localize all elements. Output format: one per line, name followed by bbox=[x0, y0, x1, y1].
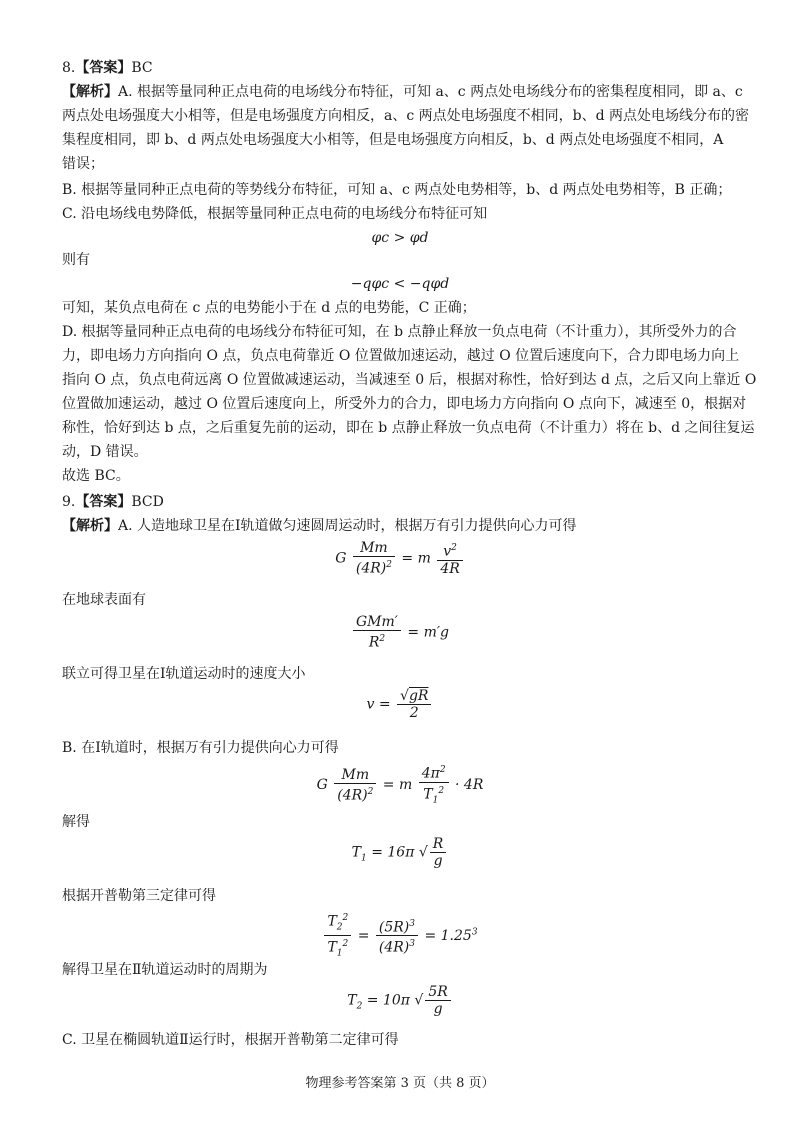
q8-analysis-line4: 错误； bbox=[62, 156, 104, 172]
q8-answer-label: 【答案】 bbox=[75, 60, 132, 76]
q8-option-d-line6: 动，D 错误。 bbox=[62, 444, 148, 460]
q8-analysis-line3: 集程度相同，即 b、d 两点处电场强度大小相等，但是电场强度方向相反，b、d 两点处电场强度不相同，A bbox=[62, 132, 724, 148]
q9-period2: 解得卫星在Ⅱ轨道运动时的周期为 bbox=[62, 962, 268, 978]
q9-surface: 在地球表面有 bbox=[62, 592, 146, 608]
q9-option-c: C. 卫星在椭圆轨道Ⅱ运行时，根据开普勒第二定律可得 bbox=[62, 1032, 399, 1048]
q9-kepler3: 根据开普勒第三定律可得 bbox=[62, 888, 216, 904]
q9-eq-speed: v = $\frac{√gR}{2}$ bbox=[0, 688, 800, 721]
q8-number: 8. bbox=[62, 60, 76, 76]
q8-option-d-line4: 位置做加速运动，越过 O 位置后速度向上，所受外力的合力，即电场力方向指向 O 点向下，减速至 0，根据对 bbox=[62, 396, 747, 412]
q8-answer: BC bbox=[131, 60, 153, 76]
q9-joint-a: 联立可得卫星在Ⅰ轨道运动时的速度大小 bbox=[62, 666, 306, 682]
q8-option-d-line5: 称性，恰好到达 b 点，之后重复先前的运动，即在 b 点静止释放一负点电荷（不计重力）将在 b、d 之间往复运 bbox=[62, 420, 755, 436]
q9-analysis-label: 【解析】 bbox=[62, 518, 118, 534]
q9-eq-gravity-period: G $\frac{Mm}{(4R)^2}$ = m $\frac{4\pi^2}{T_1^2}$ · 4R bbox=[0, 762, 800, 808]
q8-option-b: B. 根据等量同种正点电荷的等势线分布特征，可知 a、c 两点处电势相等，b、d 两点处电势相等，B 正确； bbox=[62, 182, 732, 198]
q8-option-d-line3: 指向 O 点，负点电荷远离 O 位置做减速运动，当减速至 0 后，根据对称性，恰好到达 d 点，之后又向上靠近 O bbox=[62, 372, 757, 388]
q9-answer-line bbox=[62, 492, 738, 512]
q8-option-d-line1: D. 根据等量同种正点电荷的电场线分布特征可知，在 b 点静止释放一负点电荷（不计重力），其所受外力的合 bbox=[62, 324, 737, 340]
q9-number: 9. bbox=[62, 494, 76, 510]
q9-eq-surface: $\frac{\text{GMm′}}{R^2}$ = m′g bbox=[0, 614, 800, 651]
page-footer: 物理参考答案第 3 页（共 8 页） bbox=[305, 1076, 495, 1091]
q8-analysis-line2: 两点处电场强度大小相等，但是电场强度方向相反，a、c 两点处电场强度不相同，b、d 两点处电场线分布的密 bbox=[62, 108, 750, 124]
q9-answer-label: 【答案】 bbox=[75, 494, 132, 510]
q8-conclusion-c: 可知，某负点电荷在 c 点的电势能小于在 d 点的电势能，C 正确； bbox=[62, 300, 476, 316]
q9-eq-t1: $T_1 = 16\pi$ √ $\frac{R}{g}$ bbox=[0, 836, 800, 869]
q8-analysis-line1: 【解析】A. 根据等量同种正点电荷的电场线分布特征，可知 a、c 两点处电场线分布的密集程度相同，即 a、c bbox=[62, 84, 743, 100]
q9-option-b: B. 在Ⅰ轨道时，根据万有引力提供向心力可得 bbox=[62, 740, 339, 756]
q8-answer-line bbox=[62, 58, 738, 78]
q9-eq-t2: $T_2 = 10\pi$ √ $\frac{5R}{g}$ bbox=[0, 984, 800, 1017]
q8-option-d-line2: 力，即电场力方向指向 O 点，负点电荷靠近 O 位置做加速运动，越过 O 位置后速度向下，合力即电场力向上 bbox=[62, 348, 740, 364]
q9-option-a: 【解析】A. 人造地球卫星在Ⅰ轨道做匀速圆周运动时，根据万有引力提供向心力可得 bbox=[62, 518, 577, 534]
q9-eq-gravity-v: G $\frac{Mm}{(4R)^2}$ = m $\frac{v^2}{4R}$ bbox=[0, 540, 800, 577]
q8-then: 则有 bbox=[62, 252, 90, 268]
q9-solve: 解得 bbox=[62, 814, 90, 830]
q8-eq-energy: −qφc < −qφd bbox=[350, 276, 450, 292]
q9-eq-kepler3: $\frac{T_2^2}{T_1^2}$ = $\frac{(5R)^3}{(4R)^3}$ = $1.25^3$ bbox=[0, 910, 800, 962]
q8-option-c: C. 沿电场线电势降低，根据等量同种正点电荷的电场线分布特征可知 bbox=[62, 206, 488, 222]
q8-eq-potential: φc > φd bbox=[371, 230, 429, 246]
q8-analysis-label: 【解析】 bbox=[62, 84, 118, 100]
q9-answer: BCD bbox=[131, 494, 164, 510]
q8-final: 故选 BC。 bbox=[62, 468, 130, 484]
